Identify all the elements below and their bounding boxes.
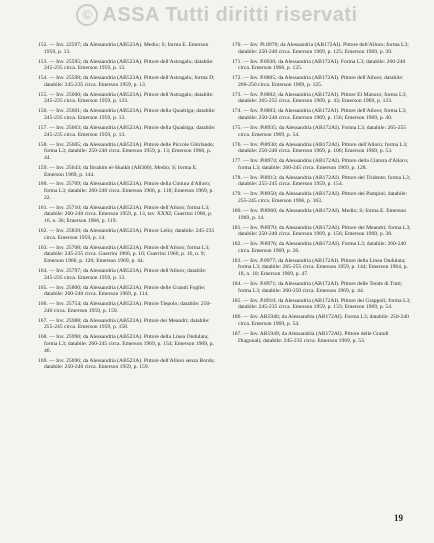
- catalog-entry: 167. — Inv. 25988; da Alessandria (AB523A). Pittore dei Meandri; databile: 255-245 circa. Emerson 1959, p. 158.: [38, 317, 210, 331]
- catalog-entry: 180. — Inv. Pi8960; da Alessandria (AB172AI). Medio; S; forma E. Emerson 1969, p. 14.: [232, 207, 407, 221]
- catalog-entry: 154. — Inv. 25598; da Alessandria (AB523A). Pittore dell'Astragalo; forma D; databile: 245-235 circa. Emerson 1959, p. 13.: [38, 75, 215, 88]
- catalog-entry: 185. — Inv. P.8910; da Alessandria (AB172AI). Pittore dei Grappoli; forma L3; databile: 245-235 circa. Emerson 1959, p. 133; Emerson 1969, p. 54.: [232, 297, 411, 311]
- catalog-entry: 174. — Inv. P.8803; da Alessandria (AB172AI). Pittore dell'Alloro; forma L3; databile: 250-240 circa. Emerson 1969, p. 156; Emerson 1969, p. 40.: [232, 108, 407, 122]
- catalog-entry: 161. — Inv. 25710; da Alessandria (AB523A). Pittore dell'Alloro; forma L3; databile: 260-240 circa. Emerson 1959, p. 13, tav. XXXI; Guerrini 1966, p. 16, n. 36; Emerson 1966, p. 119.: [38, 204, 213, 225]
- catalog-entry: 184. — Inv. P.8971; da Alessandria (AB172AI). Pittore delle Tende di Tutti; forma L3; databile: 260-250 circa. Emerson 1969, p. 44.: [232, 281, 403, 294]
- watermark-text: ASSA Tutti diritti riservati: [102, 4, 358, 26]
- left-column: [38, 42, 218, 374]
- catalog-entry: 156. — Inv. 25601; da Alessandria (AB523A). Pittore della Quadriga; databile: 245-235 circa. Emerson 1959, p. 13.: [38, 108, 216, 122]
- catalog-entry: 163. — Inv. 25708; da Alessandria (AB523A). Pittore dell'Alloro; forma L3; databile: 245-235 circa. Guerrini 1966, p. 16; Guerrini 1966, p. 16, n. 9; Emerson 1966, p. 120; Emerson 1969, p. 44.: [38, 244, 210, 265]
- catalog-entry: 179. — Inv. Pi8950; da Alessandria (AB172AI). Pittore dei Pampini; databile: 255-245 circa. Emerson 1966, p. 163.: [232, 191, 408, 205]
- catalog-entry: 165. — Inv. 25800; da Alessandria (AB523A). Pittore delle Grandi Foglie; databile: 260-240 circa. Emerson 1969, p. 114.: [38, 284, 206, 298]
- catalog-entry: 168. — Inv. 25990; da Alessandria (AB523A). Pittore della Linea Ondulata; forma L3; databile: 260-245 circa. Emerson 1969, p. 154; Emerson 1969, p. 46.: [38, 334, 214, 354]
- catalog-entry: 160. — Inv. 25709; da Alessandria (AB523A). Pittore della Cintura d'Alloro; forma L3; databile: 260-240 circa. Emerson 1966, p. 118; Emerson 1969, p. 22.: [38, 181, 214, 201]
- catalog-entry: 169. — Inv. 25696; da Alessandria (AB523A). Pittore dell'Alloro senza Bordo; databile: 250-240 circa. Emerson 1959, p. 159.: [38, 357, 215, 371]
- catalog-entry: 171. — Inv. P.8930; da Alessandria (AB172AI). Forma L3; databile: 260-240 circa. Emerson 1966, p. 125.: [232, 58, 406, 72]
- catalog-entry: 152. — Inv. 22597; da Alessandria (AB523A). Medio; S; forma E. Emerson 1959, p. 13.: [38, 42, 209, 55]
- page-number: 19: [394, 513, 403, 523]
- catalog-entry: 153. — Inv. 25595; da Alessandria (AB523A). Pittore dell'Astragalo; databile: 245-235 circa. Emerson 1959, p. 13.: [38, 58, 214, 72]
- catalog-entry: 159. — Inv. 25643; da Ibrahim el-Shaikh (AB300). Medio; S; forma E. Emerson 1969, p. 144.: [38, 164, 198, 178]
- catalog-entry: 158. — Inv. 25605; da Alessandria (AB523A). Pittore delle Piccole Ghirlande; forma L3; databile: 250-240 circa. Emerson 1959, p. 13; Emerson 1966, p. 44.: [38, 141, 215, 161]
- catalog-entry: 186. — Inv. AB5946; da Alessandria (AB172AI). Forma L3; databile: 250-240 circa. Emerson 1969, p. 54.: [232, 314, 409, 327]
- catalog-entry: 182. — Inv. Pi8976; da Alessandria (AB172AI). Forma L3; databile: 260-240 circa. Emerson 1969, p. 26.: [232, 241, 407, 254]
- catalog-entry: 164. — Inv. 25797; da Alessandria (AB523A). Pittore dell'Alloro; databile: 245-235 circa. Emerson 1959, p. 13.: [38, 267, 207, 281]
- catalog-entry: 170. — Inv. Pl.8970; da Alessandria (AB172AI). Pittore dell'Alloro; forma L3; databile: 250-240 circa. Emerson 1969, p. 125; Emerson 1969, p. 39.: [232, 42, 409, 55]
- catalog-entry: 162. — Inv. 25839; da Alessandria (AB523A). Pittore Lelio; databile: 245-235 circa. Emerson 1959, p. 14.: [38, 228, 215, 241]
- catalog-entry: 178. — Inv. Pi8913; da Alessandria (AB172AI). Pittore del Tridente; forma L3; databile: 255-245 circa. Emerson 1959, p. 154.: [232, 174, 411, 188]
- copyright-icon: ©: [76, 4, 98, 26]
- catalog-entry: 157. — Inv. 25603; da Alessandria (AB523A). Pittore della Quadriga; databile: 245-235 circa. Emerson 1959, p. 13.: [38, 124, 216, 138]
- right-column: [232, 42, 412, 347]
- catalog-entry: 176. — Inv. Pi8930; da Alessandria (AB172AI). Pittore dell'Alloro; forma L3; databile: 250-240 circa. Emerson 1969, p. 106; Emerson 1969, p. 53.: [232, 141, 408, 155]
- copyright-watermark: [0, 4, 434, 27]
- catalog-entry: 187. — Inv. AB5949; da Alessandria (AB172AI). Pittore delle Grandi Diagonali; databile: 245-235 circa. Emerson 1969, p. 53.: [232, 330, 389, 344]
- catalog-entry: 172. — Inv. P.8805; da Alessandria (AB172AI). Pittore dell'Alloro; databile: 260-250 circa. Emerson 1969, p. 125.: [232, 75, 404, 88]
- catalog-entry: 155. — Inv. 25600; da Alessandria (AB523A). Pittore dell'Astragalo; databile: 245-235 circa. Emerson 1959, p. 133.: [38, 91, 214, 105]
- catalog-entry: 183. — Inv. P.8977; da Alessandria (AB172AI). Pittore della Linea Ondulata; forma L3; databile: 265-255 circa. Emerson 1959, p. 144; Emerson 1964, p. 18, n. 10; Emerson 1969, p. 47.: [232, 257, 408, 278]
- catalog-entry: 166. — Inv. 25754; da Alessandria (AB523A). Pittore Tiepolo; databile: 250-240 circa. Emerson 1959, p. 159.: [38, 301, 212, 314]
- catalog-entry: 177. — Inv. Pi8974; da Alessandria (AB172AI). Pittore della Cintura d'Alloro; forma L3; databile: 260-245 circa. Emerson 1969, p. 128.: [232, 158, 409, 171]
- catalog-entry: 173. — Inv. P.8802; da Alessandria (AB172AI). Pittore El Manuro; forma L3; databile: 265-255 circa. Emerson 1969, p. 43; Emerson 1969, p. 133.: [232, 91, 407, 105]
- catalog-entry: 181. — Inv. Pi8970; da Alessandria (AB172AI). Pittore dei Meandri; forma L3; databile: 250-240 circa. Emerson 1969, p. 156; Emerson 1969, p. 38.: [232, 224, 411, 238]
- catalog-entry: 175. — Inv. Pi8935; da Alessandria (AB172AI). Forma L3; databile: 265-255 circa. Emerson 1969, p. 54.: [232, 124, 407, 138]
